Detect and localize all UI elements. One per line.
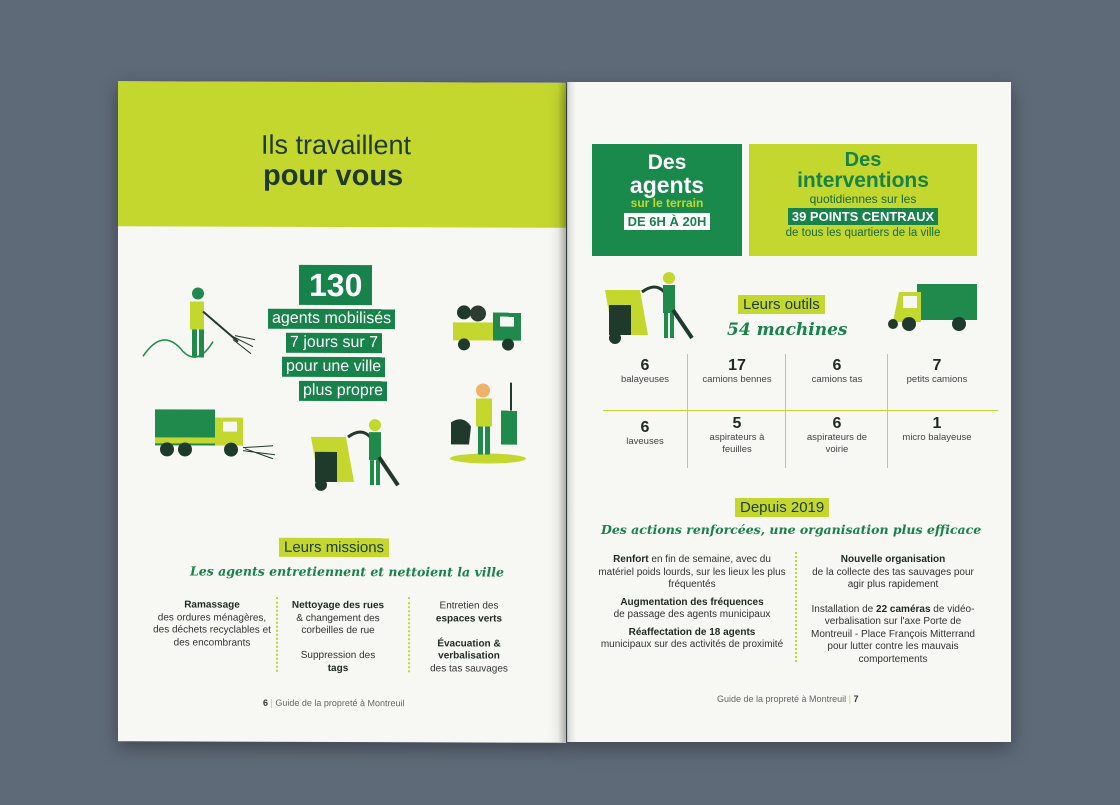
interventions-box — [749, 144, 977, 256]
mission-collection-title: Ramassage — [184, 599, 240, 611]
stat-line-3: pour une ville — [282, 357, 385, 377]
machine-stat: 7 petits camions — [906, 357, 968, 385]
mission-collection-text: des ordures ménagères, des déchets recyclables et des encombrants — [153, 611, 271, 649]
worker-hose-icon — [138, 281, 258, 381]
agents-box-hours: DE 6H À 20H — [624, 213, 711, 230]
mission-evacuation-title: Évacuation & verbalisation — [437, 637, 501, 662]
sweeper-truck-icon — [887, 278, 987, 338]
page-title-line2: pour vous — [263, 159, 404, 193]
since-subtitle: Des actions renforcées, une organisation plus efficace — [601, 522, 982, 537]
pickup-truck-icon — [448, 304, 528, 359]
grid-divider — [687, 354, 688, 468]
interventions-box-points: 39 POINTS CENTRAUX — [788, 208, 938, 225]
mission-evacuation-text: des tas sauvages — [430, 662, 508, 675]
machine-stat: 5 aspirateurs à feuilles — [709, 415, 765, 455]
footer-text-right: Guide de la propreté à Montreuil — [717, 694, 847, 704]
brochure-spread — [118, 82, 1011, 742]
column-divider — [795, 552, 797, 662]
mission-cleaning — [283, 600, 393, 675]
action-item: Renfort en fin de semaine, avec du matériel poids lourds, sur les lieux les plus fréquentés — [598, 554, 786, 590]
missions-label: Leurs missions — [279, 538, 389, 557]
machine-stat: 6 balayeuses — [620, 357, 670, 385]
interventions-box-line1: Des — [844, 149, 882, 171]
mission-green-text: Entretien des — [439, 600, 499, 612]
left-page — [118, 81, 566, 743]
mission-green-title: espaces verts — [435, 612, 503, 625]
action-item: Augmentation des fréquences de passage des agents municipaux — [613, 596, 771, 620]
machine-stat: 6 camions tas — [811, 357, 863, 385]
machine-stat: 1 micro balayeuse — [902, 415, 972, 443]
stat-line-1: agents mobilisés — [268, 309, 395, 329]
page-number-right: 7 — [853, 694, 859, 704]
leaf-blower-icon — [303, 417, 403, 497]
machine-stat: 6 aspirateurs de voirie — [806, 415, 868, 455]
agents-box-line2: agents — [629, 172, 705, 198]
column-divider — [408, 597, 410, 672]
mission-green-spaces — [414, 600, 524, 675]
page-title-line1: Ils travaillent — [261, 129, 412, 161]
machine-stat: 6 laveuses — [626, 419, 664, 447]
stat-line-2: 7 jours sur 7 — [286, 333, 382, 353]
agents-box-line1: Des — [647, 151, 687, 174]
right-page — [567, 82, 1011, 742]
footer-text-left: Guide de la propreté à Montreuil — [275, 697, 405, 709]
footer-left: 6 | Guide de la propreté à Montreuil — [263, 697, 405, 709]
mission-tags-text: Suppression des — [300, 649, 376, 662]
actions-right — [803, 554, 983, 666]
mission-tags-title: tags — [327, 662, 349, 674]
garbage-truck-icon — [153, 401, 283, 461]
grid-divider — [785, 354, 786, 468]
machine-stat: 17 camions bennes — [702, 357, 772, 385]
tools-subtitle: 54 machines — [727, 320, 848, 340]
actions-left — [597, 554, 787, 652]
worker-bins-icon — [443, 380, 533, 465]
column-divider — [276, 597, 278, 672]
action-item: Réaffectation de 18 agents municipaux sur des activités de proximité — [600, 626, 784, 650]
mission-collection — [153, 599, 271, 649]
interventions-box-line5: de tous les quartiers de la ville — [785, 227, 941, 239]
footer-right: Guide de la propreté à Montreuil | 7 — [717, 694, 859, 704]
since-label: Depuis 2019 — [735, 498, 829, 517]
agents-box — [592, 144, 742, 256]
interventions-box-line2: interventions — [797, 169, 929, 192]
leaf-blower-icon — [597, 270, 697, 350]
page-number-left: 6 — [263, 697, 269, 708]
missions-subtitle: Les agents entretiennent et nettoient la ville — [190, 563, 504, 580]
grid-divider — [887, 354, 888, 468]
interventions-box-line3: quotidiennes sur les — [809, 192, 917, 206]
tools-label: Leurs outils — [738, 295, 825, 314]
action-item: Nouvelle organisation de la collecte des tas sauvages pour agir plus rapidement — [812, 554, 974, 590]
mission-cleaning-text: & changement des corbeilles de rue — [296, 612, 380, 637]
book-gutter — [558, 82, 576, 742]
stat-line-4: plus propre — [299, 381, 387, 401]
grid-divider — [603, 410, 998, 411]
mission-cleaning-title: Nettoyage des rues — [291, 599, 385, 612]
action-item: Installation de 22 caméras de vidéo-verbalisation sur l'axe Porte de Montreuil - Place François Mitterrand pour lutter contre les mauvais comportements — [811, 603, 975, 665]
agents-box-line3: sur le terrain — [630, 196, 704, 210]
agents-count: 130 — [299, 265, 372, 305]
